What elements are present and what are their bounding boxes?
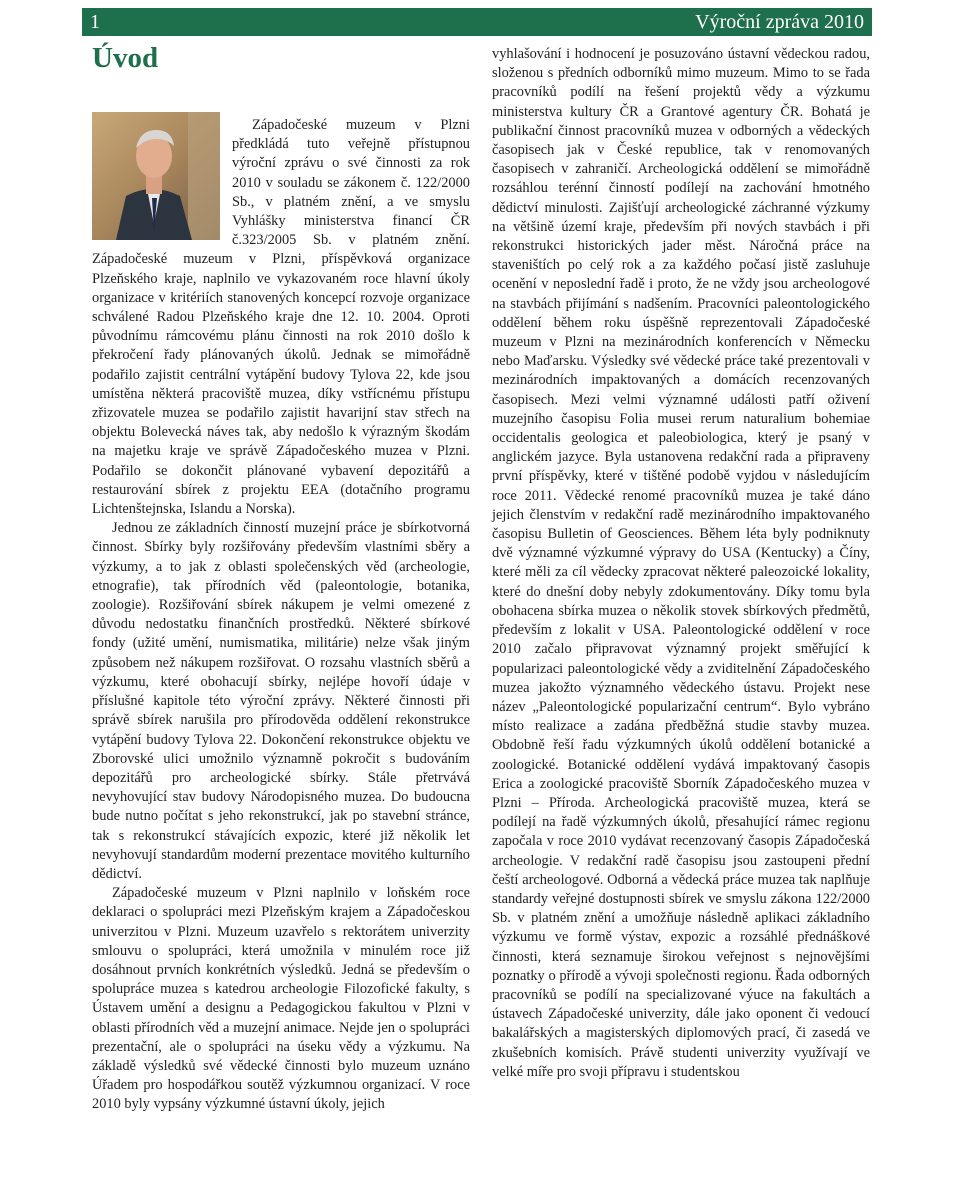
header-bar — [82, 8, 872, 36]
photo-wrap-spacer — [92, 116, 232, 236]
left-text-column — [92, 116, 470, 1115]
page-number: 1 — [90, 11, 100, 33]
right-text-column — [492, 45, 870, 1082]
paragraph: Jednou ze základních činností muzejní práce je sbírkotvorná činnost. Sbírky byly rozšiřovány především vlastními sběry a výzkumy, a to jak z oblasti společenských věd (archeologie, etnografie), tak přírodních věd (paleontologie, botanika, zoologie). Rozšiřování sbírek nákupem je velmi omezené z důvodu nedostatku finančních prostředků. Některé sbírkové fondy (užité umění, numismatika, militárie) nelze však jiným způsobem než nákupem rozšiřovat. O rozsahu vlastních sběrů a výzkumu, které obohacují sbírky, nejlépe hovoří údaje v příslušné kapitole této výroční zprávy. Některé činnosti při správě sbírek narušila pro přírodověda oddělení rekonstrukce vytápění budovy Tylova 22. Dokončení rekonstrukce objektu ve Zborovské ulici umožnilo významně pokročit s budováním depozitářů pro archeologické sbírky. Stále přetrvává nevyhovující stav budovy Národopisného muzea. Do budoucna bude nutno počítat s jeho rekonstrukcí, jak po stavební stránce, tak s rekonstrukcí stávajících expozic, které již několik let nevyhovují standardům moderní prezentace movitého kulturního dědictví. — [92, 520, 470, 882]
report-title: Výroční zpráva 2010 — [695, 11, 864, 33]
paragraph: vyhlašování i hodnocení je posuzováno ústavní vědeckou radou, složenou s předních odborníků mimo muzeum. Mimo to se řada pracovníků podílí na řešení projektů vědy a výzkumu ministerstva kultury ČR a Grantové agentury ČR. Bohatá je publikační činnost pracovníků muzea v odborných a vědeckých časopisech jak v České republice, tak v renomovaných časopisech v zahraničí. Archeologická oddělení se mimořádně rozsáhlou terénní činností podílejí na zachování hmotného dědictví minulosti. Zajišťují archeologické záchranné výzkumy na většině území kraje, především při nových stavbách i při rekonstrukci historických jader měst. Náročná práce na staveništích po celý rok a za každého počasí jistě zasluhuje ocenění v neposlední řadě i proto, že ne vždy jsou archeologové na stavbách přijímání s nadšením. Pracovníci paleontologického oddělení během roku úspěšně reprezentovali Západočeské muzeum v Plzni na mezinárodních konferencích v Německu nebo Maďarsku. Výsledky své vědecké práce také prezentovali v mezinárodních impaktovaných a domácích recenzovaných časopisech. Mezi velmi významné události patří oživení muzejního časopisu Folia musei rerum naturalium bohemiae occidentalis geologica et paleobiologica, který je psaný v anglickém jazyce. Byla ustanovena redakční rada a připraveny první příspěvky, které v tištěné podobě vyjdou v následujícím roce 2011. Vědecké renomé pracovníků muzea je také dáno jejich členstvím v redakční radě mezinárodního impaktovaného časopisu Bulletin of Geosciences. Během léta byly podniknuty dvě významné výzkumné výpravy do USA (Kentucky) a Číny, které měli za cíl vědecky zpracovat některé paleozoické lokality, které do dnešní doby nebyly zdokumentovány. Díky tomu byla obohacena sbírka muzea o několik stovek sbírkových předmětů, především z lokalit v USA. Paleontologické oddělení v roce 2010 začalo připravovat významný projekt směřující k popularizaci paleontologické vědy a zviditelnění Západočeského muzea jakožto významného vědeckého ústavu. Projekt nese název „Paleontologické popularizační centrum“. Bylo vybráno místo realizace a zadána předběžná studie stavby muzea. Obdobně řeší řadu výzkumných úkolů oddělení botanické a zoologické. Botanické oddělení vydává impaktovaný časopis Erica a zoologické pracoviště Sborník Západočeského muzea v Plzni – Příroda. Archeologická pracoviště muzea, která se podílejí na řadě výzkumných úkolů, přesahující rámec regionu započala v roce 2010 vydávat recenzovaný časopis Západočeská archeologie. V redakční radě časopisu jsou zastoupeni přední čeští archeologové. Odborná a vědecká práce muzea tak naplňuje standardy veřejné dostupnosti sbírek ve smyslu zákona 122/2000 Sb. v platném znění a umožňuje následně aplikaci základního výzkumu ve formě výstav, expozic a rozsáhlé přednáškové činnosti, která seznamuje širokou veřejnost s nejnovějšími poznatky o přírodě a vývoji společnosti regionu. Řada odborných pracovníků se podílí na specializované výuce na fakultách a ústavech Západočeské univerzity, dále jako oponent či vedoucí bakalářských a magisterských diplomových prací, či zasedá ve zkušebních komisích. Právě studenti univerzity využívají ve velké míře pro svoji přípravu i studentskou — [492, 46, 870, 1080]
chapter-title: Úvod — [92, 42, 159, 74]
paragraph: Západočeské muzeum v Plzni předkládá tuto veřejně přístupnou výroční zprávu o své činnosti za rok 2010 v souladu se zákonem č. 122/2000 Sb., v platném znění, a ve smyslu Vyhlášky ministerstva financí ČR č.323/2005 Sb. v platném znění. Západočeské muzeum v Plzni, příspěvková organizace Plzeňského kraje, naplnilo ve vykazovaném roce hlavní úkoly organizace v kritériích stanovených koncepcí rozvoje organizace schválené Radou Plzeňského kraje dne 12. 10. 2004. Oproti původnímu rámcovému plánu činnosti na rok 2010 došlo k překročení řady plánovaných úkolů. Jednak se mimořádně podařilo zajistit centrální vytápění budovy Tylova 22, kde jsou umístěna některá pracoviště muzea, díky vstřícnému přístupu zřizovatele muzea se podařilo zajistit havarijní stav střech na objektu Bolevecká náves tak, aby nedošlo k výrazným škodám na majetku kraje ve správě Západočeského muzea v Plzni. Podařilo se dokončit plánované vybavení depozitářů a restaurování sbírek z projektu EEA (dotačního programu Lichtenštejnska, Islandu a Norska). — [92, 117, 470, 518]
paragraph: Západočeské muzeum v Plzni naplnilo v loňském roce deklaraci o spolupráci mezi Plzeňským krajem a Západočeskou univerzitou v Plzni. Muzeum uzavřelo s rektorátem univerzity smlouvu o spolupráci, která umožnila v minulém roce již dosáhnout prvních konkrétních výsledků. Jedná se především o spolupráce muzea s katedrou archeologie Filozofické fakulty, s Ústavem umění a designu a Pedagogickou fakultou v Plzni v oblasti přírodních věd a muzejní animace. Nejde jen o spolupráci prezentační, ale o spolupráci na úseku vědy a výzkumu. Na základě výsledků své vědecké činnosti bylo muzeum uznáno Úřadem pro hospodářkou soutěž výzkumnou organizací. V roce 2010 byly vypsány výzkumné ústavní úkoly, jejich — [92, 885, 470, 1113]
